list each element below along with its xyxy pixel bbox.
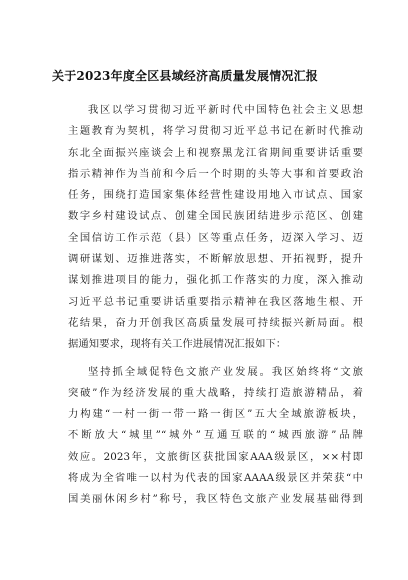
document-body (68, 100, 363, 511)
paragraph-2-line: 突破”作为经济发展的重大战略，持续打造旅游精品，着 (68, 386, 363, 399)
paragraph-1-line: 东北全面振兴座谈会上和视察黑龙江省期间重要讲话重要 (68, 146, 363, 159)
paragraph-1-line: 指示精神作为当前和今后一个时期的头等大事和首要政治 (68, 167, 363, 180)
paragraph-1-line: 主题教育为契机，将学习贯彻习近平总书记在新时代推动 (68, 125, 363, 138)
paragraph-1-line: 全国信访工作示范（县）区等重点任务，迈深入学习、迈 (68, 231, 363, 244)
paragraph-1-line: 谋划推进项目的能力，强化抓工作落实的力度，深入推动 (68, 274, 363, 287)
paragraph-1-line: 据通知要求，现将有关工作进展情况汇报如下： (68, 338, 287, 351)
paragraph-1-line: 习近平总书记重要讲话重要指示精神在我区落地生根、开 (68, 295, 363, 308)
paragraph-2-line: 国美丽休闲乡村”称号，我区特色文旅产业发展基础得到 (68, 493, 363, 506)
paragraph-1-line: 数字乡村建设试点、创建全国民族团结进步示范区、创建 (68, 210, 363, 223)
paragraph-2-line: 效应。2023年，文旅街区获批国家AAA级景区，××村即 (68, 450, 363, 463)
paragraph-1-line: 我区以学习贯彻习近平新时代中国特色社会主义思想 (88, 104, 363, 116)
document-title: 关于2023年度全区县域经济高质量发展情况汇报 (52, 69, 319, 83)
paragraph-1-line: 花结果，奋力开创我区高质量发展可持续振兴新局面。根 (68, 316, 363, 329)
paragraph-2-line: 将成为全省唯一以村为代表的国家AAAA级景区并荣获“中 (68, 472, 363, 485)
paragraph-1-line: 任务，围绕打造国家集体经营性建设用地入市试点、国家 (68, 189, 363, 202)
paragraph-2-line: 不断放大“城里”“城外”互通互联的“城西旅游”品牌 (68, 429, 363, 442)
paragraph-2-line: 坚持抓全域促特色文旅产业发展。我区始终将“文旅 (88, 365, 363, 378)
paragraph-2-line: 力构建“一村一街一带一路一街区”五大全域旅游板块， (68, 408, 363, 421)
paragraph-1-line: 调研谋划、迈推进落实，不断解放思想、开拓视野，提升 (68, 253, 363, 266)
